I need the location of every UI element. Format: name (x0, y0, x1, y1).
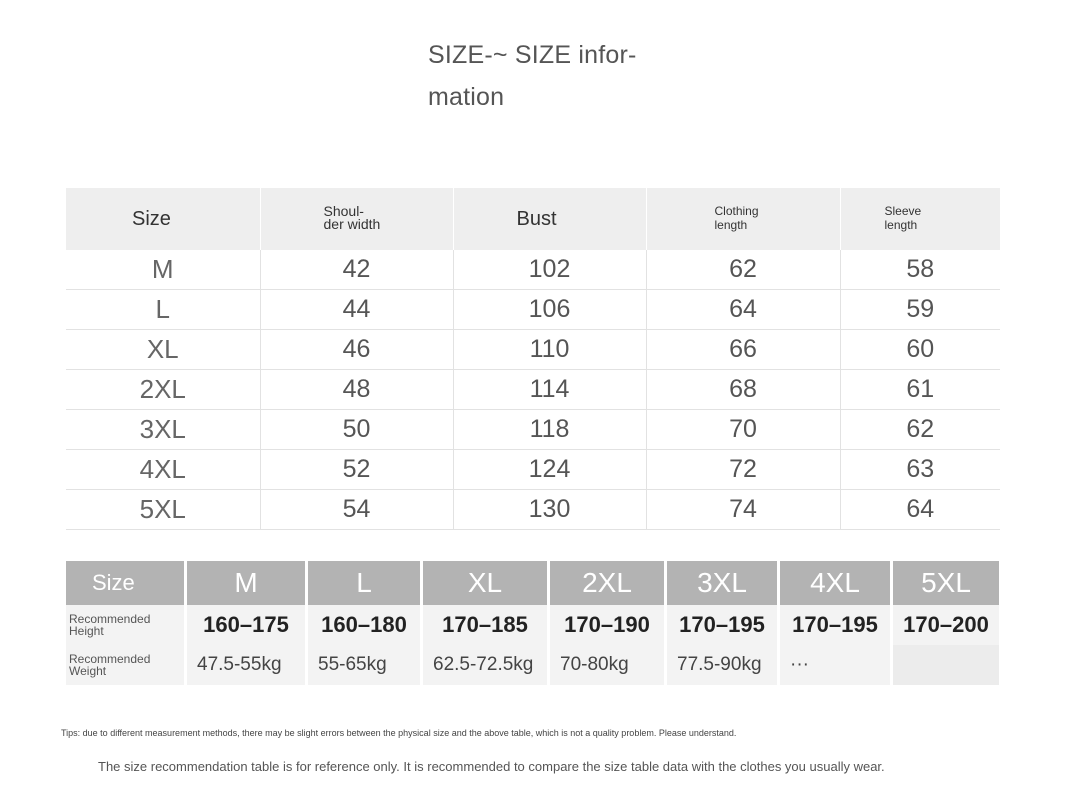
table-row (66, 370, 1000, 410)
cell-shoulder: 54 (260, 490, 453, 530)
cell-length: 62 (646, 250, 840, 290)
tips-text: Tips: due to different measurement methods, there may be slight errors between the physical size and the above table, which is not a quality problem. Please understand. (61, 728, 737, 738)
cell-shoulder: 52 (260, 450, 453, 490)
cell-shoulder: 46 (260, 330, 453, 370)
rec-height-row (66, 605, 999, 645)
table-row (66, 410, 1000, 450)
cell-bust: 118 (453, 410, 646, 450)
cell-sleeve: 60 (840, 330, 1000, 370)
rec-size-4xl: 4XL (780, 561, 890, 605)
header-sleeve-length: Sleeve length (840, 188, 1000, 250)
cell-sleeve: 64 (840, 490, 1000, 530)
table-row (66, 250, 1000, 290)
cell-shoulder: 44 (260, 290, 453, 330)
cell-length: 64 (646, 290, 840, 330)
cell-shoulder: 48 (260, 370, 453, 410)
cell-bust: 124 (453, 450, 646, 490)
cell-length: 70 (646, 410, 840, 450)
rec-height-label: Recommended Height (66, 605, 184, 645)
rec-weight-value (893, 645, 999, 685)
rec-height-value: 170–185 (423, 605, 547, 645)
cell-bust: 106 (453, 290, 646, 330)
rec-weight-value: 70-80kg (550, 645, 664, 685)
cell-size: XL (66, 330, 260, 370)
cell-bust: 114 (453, 370, 646, 410)
cell-size: 5XL (66, 490, 260, 530)
rec-size-xl: XL (423, 561, 547, 605)
rec-height-value: 160–180 (308, 605, 420, 645)
rec-weight-row (66, 645, 999, 685)
rec-size-3xl: 3XL (667, 561, 777, 605)
table-row (66, 290, 1000, 330)
rec-weight-value: 77.5-90kg (667, 645, 777, 685)
title-line-1: SIZE-~ SIZE infor- (428, 41, 637, 69)
page-title (428, 34, 668, 118)
rec-height-value: 160–175 (187, 605, 305, 645)
cell-length: 74 (646, 490, 840, 530)
cell-sleeve: 63 (840, 450, 1000, 490)
cell-size: 2XL (66, 370, 260, 410)
rec-size-m: M (187, 561, 305, 605)
rec-height-value: 170–200 (893, 605, 999, 645)
cell-bust: 130 (453, 490, 646, 530)
cell-shoulder: 50 (260, 410, 453, 450)
recommendation-table (63, 561, 1002, 685)
rec-size-row (66, 561, 999, 605)
cell-sleeve: 58 (840, 250, 1000, 290)
table-row (66, 490, 1000, 530)
cell-bust: 110 (453, 330, 646, 370)
rec-height-value: 170–195 (780, 605, 890, 645)
cell-sleeve: 62 (840, 410, 1000, 450)
cell-sleeve: 61 (840, 370, 1000, 410)
rec-size-l: L (308, 561, 420, 605)
rec-weight-value: 47.5-55kg (187, 645, 305, 685)
title-line-2: mation (428, 83, 505, 111)
cell-size: 3XL (66, 410, 260, 450)
cell-length: 72 (646, 450, 840, 490)
header-size: Size (66, 188, 260, 250)
reference-note: The size recommendation table is for reference only. It is recommended to compare the size table data with the clothes you usually wear. (98, 759, 885, 774)
rec-height-value: 170–195 (667, 605, 777, 645)
rec-height-value: 170–190 (550, 605, 664, 645)
cell-sleeve: 59 (840, 290, 1000, 330)
table-row (66, 450, 1000, 490)
rec-weight-label: Recommended Weight (66, 645, 184, 685)
cell-shoulder: 42 (260, 250, 453, 290)
cell-length: 68 (646, 370, 840, 410)
cell-bust: 102 (453, 250, 646, 290)
header-shoulder-width: Shoul- der width (260, 188, 453, 250)
header-clothing-length: Clothing length (646, 188, 840, 250)
header-bust: Bust (453, 188, 646, 250)
rec-size-5xl: 5XL (893, 561, 999, 605)
size-table-header (66, 188, 1000, 250)
rec-size-label: Size (66, 561, 184, 605)
rec-weight-value: 55-65kg (308, 645, 420, 685)
cell-size: 4XL (66, 450, 260, 490)
table-row (66, 330, 1000, 370)
cell-length: 66 (646, 330, 840, 370)
rec-weight-value: 62.5-72.5kg (423, 645, 547, 685)
cell-size: L (66, 290, 260, 330)
cell-size: M (66, 250, 260, 290)
rec-weight-value: ··· (780, 645, 890, 685)
size-table (66, 188, 1000, 530)
rec-size-2xl: 2XL (550, 561, 664, 605)
